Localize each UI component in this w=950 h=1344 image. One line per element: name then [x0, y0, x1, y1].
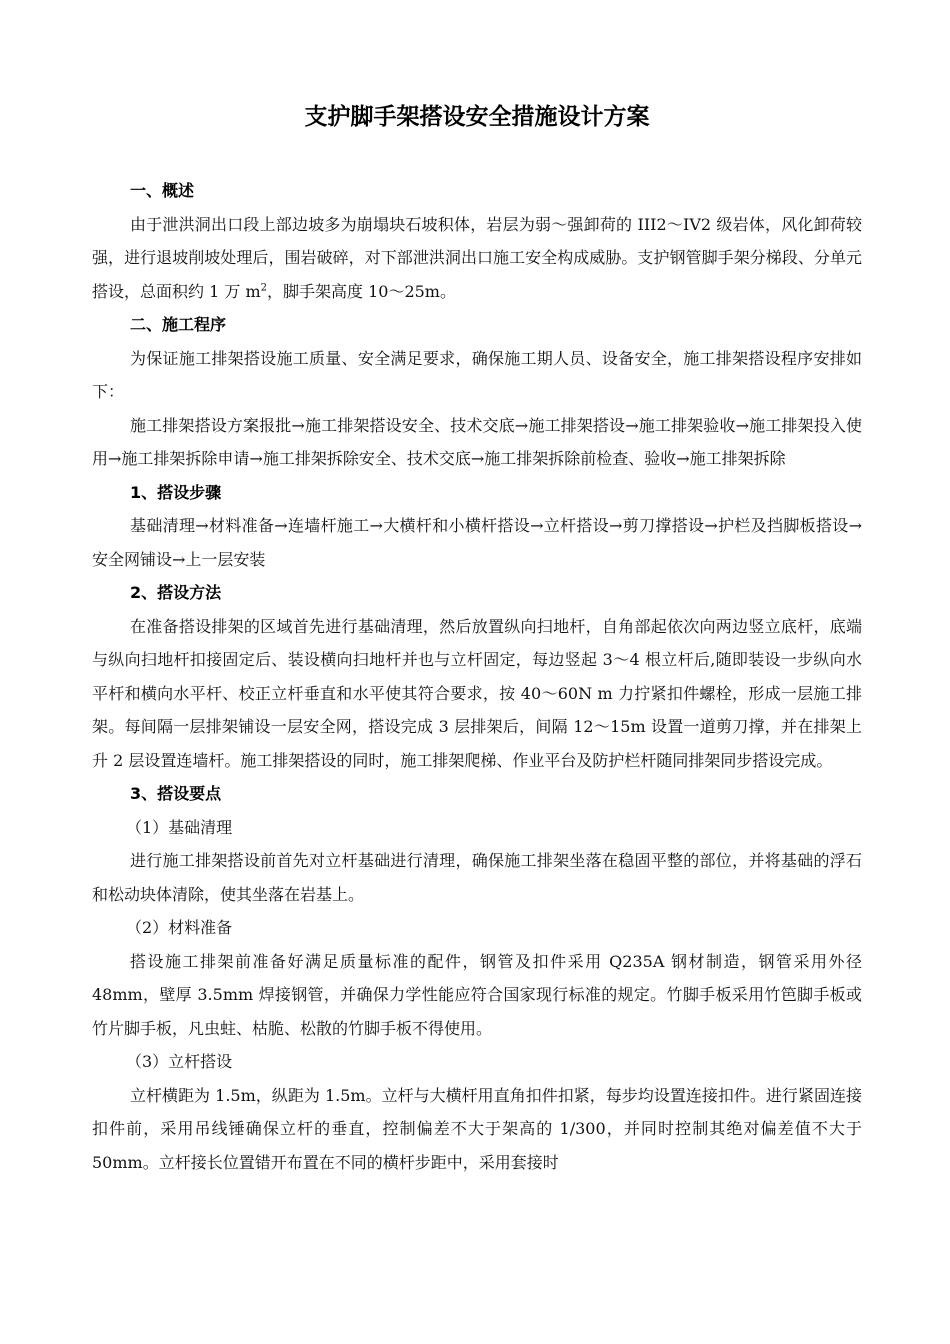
uprights-paragraph: 立杆横距为 1.5m，纵距为 1.5m。立杆与大横杆用直角扣件扣紧，每步均设置连接扣件。进行紧固连接扣件前，采用吊线锤确保立杆的垂直，控制偏差不大于架高的 1/300，并同时控制其绝对偏差值不大于 50mm。立杆接长位置错开布置在不同的横杆步距中，采用套接时 [92, 1085, 862, 1172]
foundation-paragraph: 进行施工排架搭设前首先对立杆基础进行清理，确保施工排架坐落在稳固平整的部位，并将基础的浮石和松动块体清除，使其坐落在岩基上。 [92, 851, 862, 904]
section-heading-overview: 一、概述 [130, 181, 195, 200]
document-title: 支护脚手架搭设安全措施设计方案 [304, 104, 650, 130]
overview-text-a: 由于泄洪洞出口段上部边坡多为崩塌块石坡积体，岩层为弱～强卸荷的 III2～IV2 级岩体，风化卸荷较强，进行退坡削坡处理后，围岩破碎，对下部泄洪洞出口施工安全构成威胁。支护钢管脚手架分梯段、分单元搭设，总面积约 1 万 m [92, 214, 862, 301]
procedure-paragraph-1: 为保证施工排架搭设施工质量、安全满足要求，确保施工期人员、设备安全，施工排架搭设程序安排如下： [92, 348, 862, 401]
subsection-heading-steps: 1、搭设步骤 [130, 482, 222, 502]
item-heading-foundation: （1）基础清理 [126, 817, 233, 837]
overview-paragraph [92, 208, 862, 309]
subsection-heading-key-points: 3、搭设要点 [130, 784, 222, 803]
item-heading-materials: （2）材料准备 [126, 918, 233, 937]
subsection-heading-method: 2、搭设方法 [130, 583, 222, 602]
materials-paragraph: 搭设施工排架前准备好满足质量标准的配件，钢管及扣件采用 Q235A 钢材制造，钢管采用外径 48mm，壁厚 3.5mm 焊接钢管，并确保力学性能应符合国家现行标准的规定。竹脚手板采用竹笆脚手板或竹片脚手板，凡虫蛀、枯脆、松散的竹脚手板不得使用。 [92, 951, 862, 1038]
method-paragraph: 在准备搭设排架的区域首先进行基础清理，然后放置纵向扫地杆，自角部起依次向两边竖立底杆，底端与纵向扫地杆扣接固定后、装设横向扫地杆并也与立杆固定，每边竖起 3～4 根立杆后,随即装设一步纵向水平杆和横向水平杆、校正立杆垂直和水平使其符合要求，按 40～60N m 力拧紧扣件螺栓，形成一层施工排架。每间隔一层排架铺设一层安全网，搭设完成 3 层排架后，间隔 12～15m 设置一道剪刀撑，并在排架上升 2 层设置连墙杆。施工排架搭设的同时，施工排架爬梯、作业平台及防护栏杆随同排架同步搭设完成。 [92, 616, 862, 770]
document-body [92, 96, 862, 1179]
item-heading-uprights: （3）立杆搭设 [126, 1052, 233, 1071]
section-heading-procedure: 二、施工程序 [130, 315, 227, 334]
procedure-paragraph-2: 施工排架搭设方案报批→施工排架搭设安全、技术交底→施工排架搭设→施工排架验收→施工排架投入使用→施工排架拆除申请→施工排架拆除安全、技术交底→施工排架拆除前检查、验收→施工排架拆除 [92, 415, 862, 468]
overview-superscript: 2 [260, 282, 267, 294]
overview-text-b: ，脚手架高度 10～25m。 [267, 281, 456, 301]
steps-paragraph: 基础清理→材料准备→连墙杆施工→大横杆和小横杆搭设→立杆搭设→剪刀撑搭设→护栏及挡脚板搭设→安全网铺设→上一层安装 [92, 516, 862, 569]
